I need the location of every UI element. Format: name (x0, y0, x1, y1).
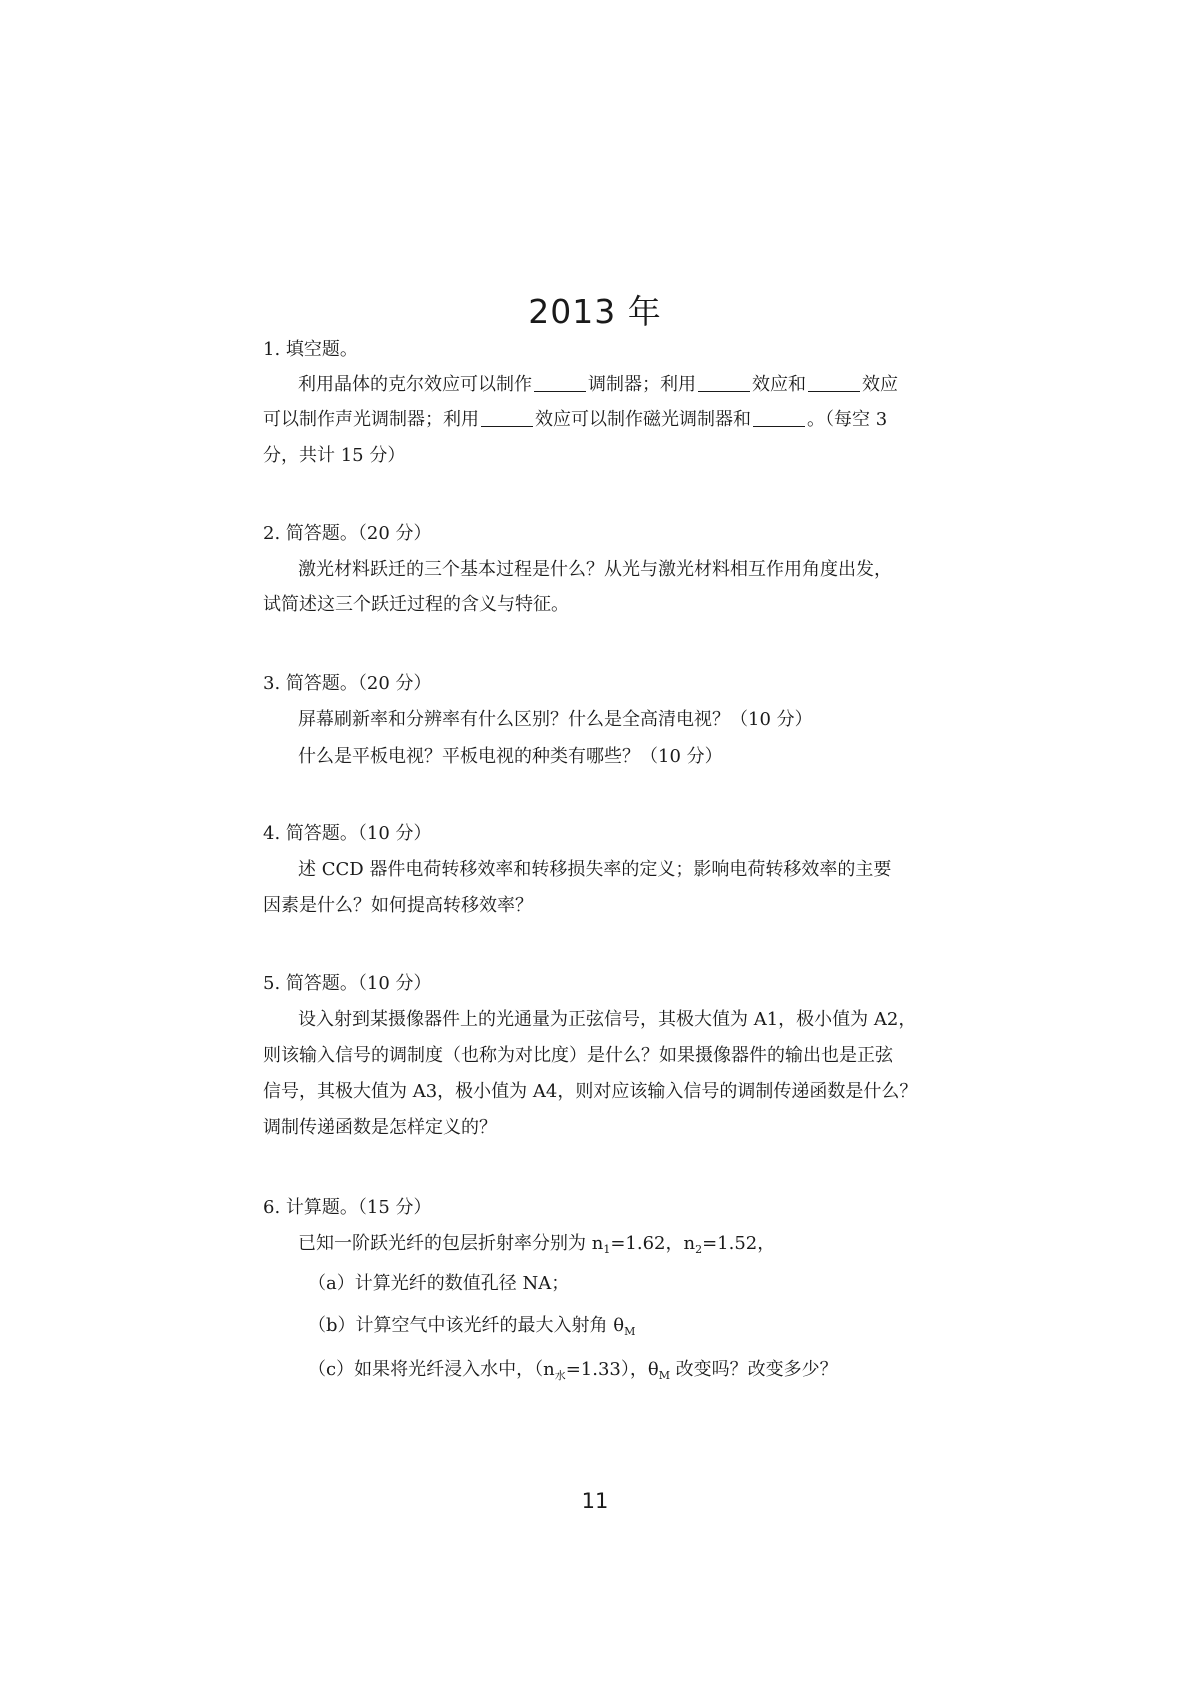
answer-blank (753, 408, 805, 427)
q2-line-1: 激光材料跃迁的三个基本过程是什么？从光与激光材料相互作用角度出发， (298, 559, 892, 580)
q6-line-1: 已知一阶跃光纤的包层折射率分别为 $n_1=1.62$，$n_2=1.52$， (298, 1233, 776, 1256)
q5-line-2: 则该输入信号的调制度（也称为对比度）是什么？如果摄像器件的输出也是正弦 (263, 1045, 893, 1066)
q5-line-1: 设入射到某摄像器件上的光通量为正弦信号，其极大值为 A1，极小值为 A2， (298, 1009, 917, 1030)
answer-blank (808, 373, 860, 392)
q4-line-2: 因素是什么？如何提高转移效率？ (263, 895, 533, 916)
q2-line-2: 试简述这三个跃迁过程的含义与特征。 (263, 594, 569, 615)
q2-header: 2. 简答题。（20 分） (263, 523, 432, 544)
answer-blank (534, 373, 586, 392)
answer-blank (698, 373, 750, 392)
q5-line-4: 调制传递函数是怎样定义的？ (263, 1117, 497, 1138)
page-title: 2013 年 (528, 292, 662, 331)
page-number: 11 (581, 1489, 609, 1513)
q3-line-1: 屏幕刷新率和分辨率有什么区别？什么是全高清电视？（10 分） (298, 709, 813, 730)
q6-part-a: （a）计算光纤的数值孔径 NA； (308, 1273, 570, 1294)
q1-header: 1. 填空题。 (263, 339, 358, 360)
q3-line-2: 什么是平板电视？平板电视的种类有哪些？（10 分） (298, 746, 723, 767)
q5-line-3: 信号，其极大值为 A3，极小值为 A4，则对应该输入信号的调制传递函数是什么？ (263, 1081, 918, 1102)
q6-part-c: （c）如果将光纤浸入水中，$(n_水=1.33)$，$\theta_M$ 改变吗？改变多少？ (308, 1359, 838, 1382)
q4-header: 4. 简答题。（10 分） (263, 823, 432, 844)
q5-header: 5. 简答题。（10 分） (263, 973, 432, 994)
q6-header: 6. 计算题。（15 分） (263, 1197, 432, 1218)
q3-header: 3. 简答题。（20 分） (263, 673, 432, 694)
q4-line-1: 述 CCD 器件电荷转移效率和转移损失率的定义；影响电荷转移效率的主要 (298, 859, 892, 880)
q1-line-3: 分，共计 15 分） (263, 445, 406, 466)
q6-part-b: （b）计算空气中该光纤的最大入射角 $\theta_M$ (308, 1315, 636, 1338)
q1-line-1: 利用晶体的克尔效应可以制作 调制器；利用 效应和 效应 (298, 374, 898, 395)
q1-line-2: 可以制作声光调制器；利用 效应可以制作磁光调制器和 。（每空 3 (263, 409, 888, 430)
answer-blank (481, 408, 533, 427)
